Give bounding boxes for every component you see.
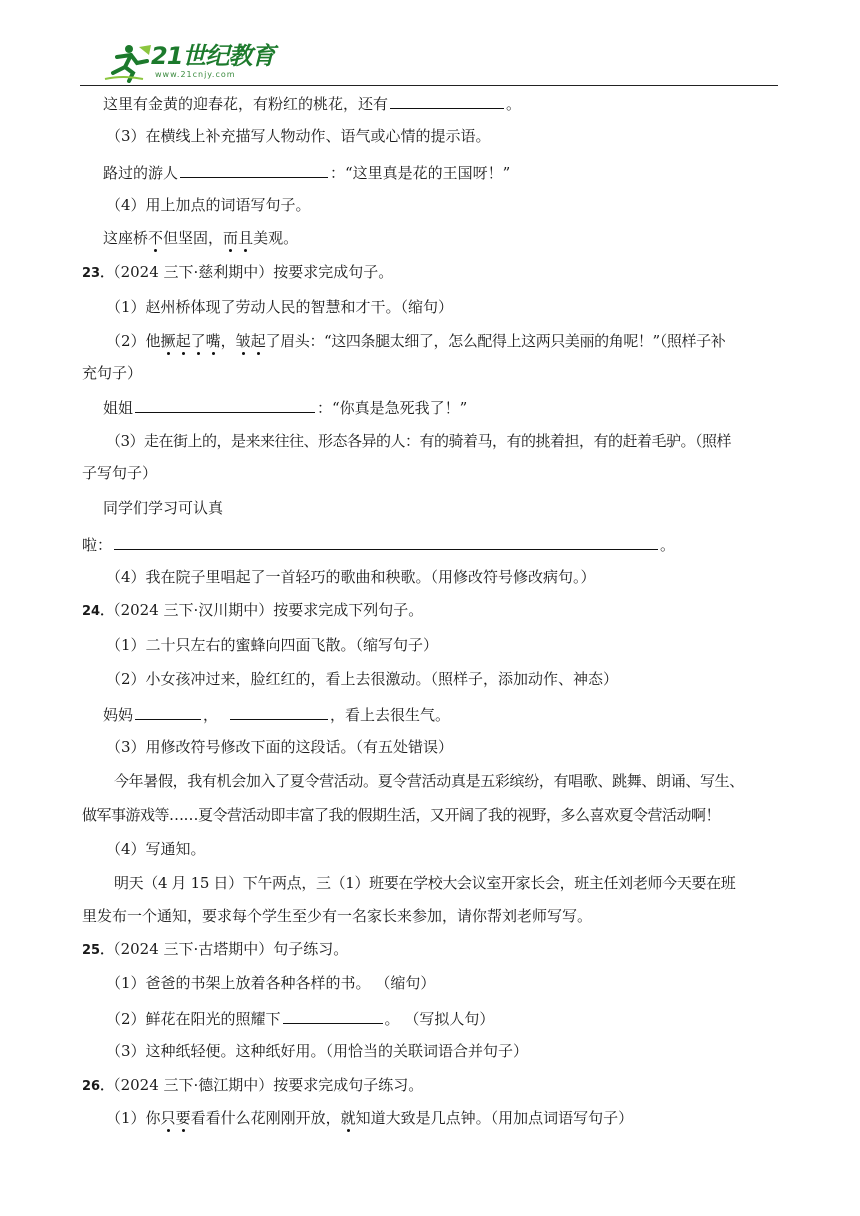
- header-divider: [80, 85, 778, 86]
- question-number: 24．: [82, 604, 114, 619]
- fill-blank[interactable]: [135, 396, 315, 413]
- fill-blank[interactable]: [390, 92, 504, 109]
- logo-wordmark: 21世纪教育: [151, 42, 275, 70]
- sub-question: （3）这种纸轻便。这种纸好用。（用恰当的关联词语合并句子）: [106, 1042, 529, 1060]
- emphasis-dot-char: 了: [190, 332, 206, 350]
- logo-url: www.21cnjy.com: [155, 70, 236, 79]
- site-logo: [103, 41, 273, 85]
- example-sentence: 这座桥不但坚固，而且美观。: [103, 229, 299, 247]
- question-23-header: 23．（2024 三下·慈利期中）按要求完成句子。: [82, 263, 394, 281]
- emphasis-dot-char: 起: [250, 332, 266, 350]
- question-26-header: 26．（2024 三下·德江期中）按要求完成句子练习。: [82, 1076, 424, 1094]
- emphasis-dot-char: 不: [148, 229, 164, 247]
- emphasis-dot-char: 撅: [160, 332, 176, 350]
- question-25-header: 25．（2024 三下·古塔期中）句子练习。: [82, 940, 349, 958]
- sub-question: （4）用上加点的词语写句子。: [106, 196, 311, 214]
- sub-question: （2）鲜花在阳光的照耀下 。 （写拟人句）: [106, 1007, 494, 1029]
- answer-line: 啦： 。: [82, 533, 675, 555]
- fill-blank[interactable]: [283, 1007, 383, 1024]
- passage-text: 里发布一个通知，要求每个学生至少有一名家长来参加，请你帮刘老师写写。: [82, 907, 593, 925]
- sub-question: （4）我在院子里唱起了一首轻巧的歌曲和秧歌。（用修改符号修改病句。）: [106, 568, 596, 586]
- passage-text: 今年暑假，我有机会加入了夏令营活动。夏令营活动真是五彩缤纷，有唱歌、跳舞、朗诵、写生、: [114, 772, 744, 790]
- sub-question: （3）在横线上补充描写人物动作、语气或心情的提示语。: [106, 127, 491, 145]
- sub-question: （1）二十只左右的蜜蜂向四面飞散。（缩写句子）: [106, 636, 439, 654]
- emphasis-dot-char: 皱: [235, 332, 251, 350]
- emphasis-dot-char: 只: [160, 1109, 176, 1127]
- fill-blank[interactable]: [114, 533, 658, 550]
- emphasis-dot-char: 就: [340, 1109, 356, 1127]
- emphasis-dot-char: 且: [238, 229, 254, 247]
- runner-icon: [103, 43, 153, 83]
- sub-question: （1）爸爸的书架上放着各种各样的书。 （缩句）: [106, 974, 436, 992]
- emphasis-dot-char: 起: [175, 332, 191, 350]
- emphasis-dot-char: 要: [175, 1109, 191, 1127]
- question-number: 23．: [82, 266, 114, 281]
- sub-question-cont: 充句子）: [82, 364, 143, 382]
- question-number: 25．: [82, 943, 114, 958]
- passage-text: 明天（4 月 15 日）下午两点，三（1）班要在学校大会议室开家长会，班主任刘老师今天要在班: [114, 874, 736, 892]
- sub-question-cont: 子写句子）: [82, 464, 158, 482]
- question-number: 26．: [82, 1079, 114, 1094]
- sub-question: （2）他撅起了嘴，皱起了眉头：“这四条腿太细了，怎么配得上这两只美丽的角呢！”（照样子补: [106, 332, 726, 350]
- answer-line: 这里有金黄的迎春花，有粉红的桃花，还有 。: [103, 92, 521, 114]
- answer-prompt: 同学们学习可认真: [103, 499, 224, 517]
- emphasis-dot-char: 嘴: [205, 332, 221, 350]
- question-24-header: 24．（2024 三下·汉川期中）按要求完成下列句子。: [82, 601, 424, 619]
- sub-question: （3）用修改符号修改下面的这段话。（有五处错误）: [106, 738, 454, 756]
- sub-question: （2）小女孩冲过来，脸红红的，看上去很激动。（照样子，添加动作、神态）: [106, 670, 619, 688]
- answer-line: 路过的游人 ：“这里真是花的王国呀！”: [103, 161, 510, 183]
- fill-blank[interactable]: [135, 703, 201, 720]
- sub-question: （3）走在街上的，是来来往往、形态各异的人：有的骑着马，有的挑着担，有的赶着毛驴。（照样: [106, 432, 732, 450]
- sub-question: （4）写通知。: [106, 840, 206, 858]
- passage-text: 做军事游戏等……夏令营活动即丰富了我的假期生活，又开阔了我的视野，多么喜欢夏令营活动啊！: [82, 806, 721, 824]
- answer-line: 妈妈 ， ，看上去很生气。: [103, 703, 450, 725]
- fill-blank[interactable]: [180, 161, 328, 178]
- fill-blank[interactable]: [230, 703, 328, 720]
- emphasis-dot-char: 而: [223, 229, 239, 247]
- sub-question: （1）赵州桥体现了劳动人民的智慧和才干。（缩句）: [106, 298, 454, 316]
- sub-question: （1）你只要看看什么花刚刚开放，就知道大致是几点钟。（用加点词语写句子）: [106, 1109, 634, 1127]
- answer-line: 姐姐 ：“你真是急死我了！”: [103, 396, 467, 418]
- page-header: [0, 0, 860, 90]
